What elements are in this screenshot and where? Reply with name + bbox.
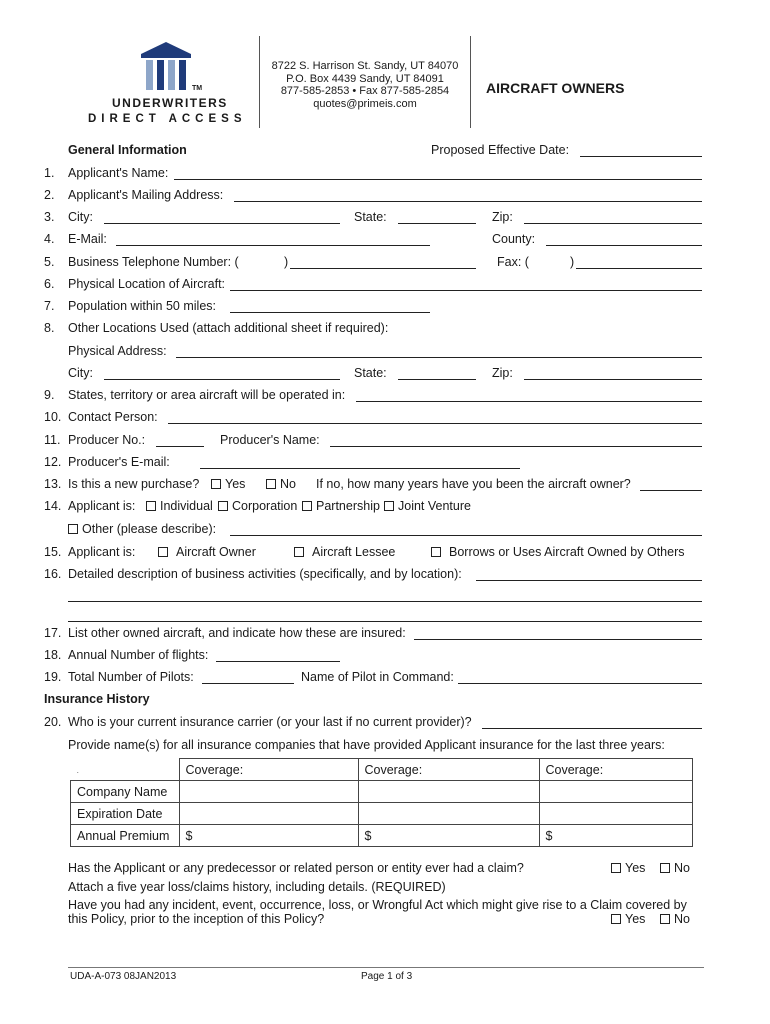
- checkbox-icon: [660, 863, 670, 873]
- zip-label: Zip:: [492, 210, 513, 224]
- fax-label: Fax: (: [497, 255, 529, 269]
- row-label-company: Company Name: [71, 781, 180, 803]
- effective-date-label: Proposed Effective Date:: [431, 143, 570, 157]
- q11-number: 11.: [44, 433, 61, 447]
- zip2-label: Zip:: [492, 366, 513, 380]
- coverage-header-1: Coverage:: [179, 759, 358, 781]
- q12-number: 12.: [44, 455, 62, 469]
- checkbox-icon: [211, 479, 221, 489]
- years-owner-label: If no, how many years have you been the aircraft owner?: [316, 477, 631, 491]
- table-row: [71, 825, 693, 847]
- county-label: County:: [492, 232, 536, 246]
- section-heading-general: General Information: [68, 143, 187, 157]
- company-name-cell-1[interactable]: [179, 781, 358, 803]
- checkbox-joint-venture[interactable]: Joint Venture: [384, 499, 471, 513]
- q9-number: 9.: [44, 388, 55, 402]
- q10-number: 10.: [44, 410, 62, 424]
- business-description-label: Detailed description of business activities (specifically, and by location):: [68, 567, 462, 581]
- header-divider-left: [259, 36, 260, 128]
- checkbox-individual[interactable]: Individual: [146, 499, 213, 513]
- insurance-history-table: [70, 758, 693, 847]
- q20-number: 20.: [44, 715, 62, 729]
- coverage-header-2: Coverage:: [358, 759, 539, 781]
- expiration-cell-1[interactable]: [179, 803, 358, 825]
- years-owner-field[interactable]: [640, 490, 702, 491]
- contact-person-field[interactable]: [168, 423, 702, 424]
- table-corner-cell: .: [76, 765, 80, 776]
- mailing-address-field[interactable]: [234, 201, 702, 202]
- checkbox-aircraft-lessee[interactable]: Aircraft Lessee: [294, 545, 395, 559]
- checkbox-icon: [660, 914, 670, 924]
- business-description-field-1[interactable]: [476, 580, 702, 581]
- company-email: quotes@primeis.com: [313, 97, 417, 110]
- incident-yes[interactable]: Yes: [611, 912, 645, 926]
- q4-number: 4.: [44, 232, 55, 246]
- other-aircraft-label: List other owned aircraft, and indicate how these are insured:: [68, 626, 406, 640]
- expiration-cell-3[interactable]: [539, 803, 692, 825]
- prior-insurers-instructions: Provide name(s) for all insurance companies that have provided Applicant insurance for the last three years:: [68, 738, 665, 752]
- q6-number: 6.: [44, 277, 55, 291]
- mailing-address-label: Applicant's Mailing Address:: [68, 188, 224, 202]
- address-line-1: 8722 S. Harrison St. Sandy, UT 84070: [271, 60, 459, 72]
- checkbox-icon: [266, 479, 276, 489]
- logo-tm: TM: [192, 85, 203, 92]
- state-label: State:: [354, 210, 387, 224]
- checkbox-icon: [294, 547, 304, 557]
- city2-field[interactable]: [104, 379, 340, 380]
- business-phone-close: ): [284, 255, 289, 269]
- company-address: [262, 60, 468, 110]
- other-locations-label: Other Locations Used (attach additional sheet if required):: [68, 321, 389, 335]
- row-label-expiration: Expiration Date: [71, 803, 180, 825]
- incident-question-line-2: this Policy, prior to the inception of this Policy?: [68, 912, 325, 926]
- building-logo-icon: [86, 40, 246, 100]
- checkbox-icon: [146, 501, 156, 511]
- annual-flights-label: Annual Number of flights:: [68, 648, 209, 662]
- q14-number: 14.: [44, 499, 62, 513]
- form-title: AIRCRAFT OWNERS: [486, 80, 625, 96]
- city-field[interactable]: [104, 223, 340, 224]
- population-label: Population within 50 miles:: [68, 299, 216, 313]
- city-label: City:: [68, 210, 93, 224]
- expiration-cell-2[interactable]: [358, 803, 539, 825]
- header-divider-right: [470, 36, 471, 128]
- q2-number: 2.: [44, 188, 55, 202]
- zip-field[interactable]: [524, 223, 702, 224]
- prior-claim-yes[interactable]: Yes: [611, 861, 645, 875]
- annual-flights-field[interactable]: [216, 661, 340, 662]
- incident-no[interactable]: No: [660, 912, 690, 926]
- address-line-2: P.O. Box 4439 Sandy, UT 84091: [286, 72, 444, 85]
- producer-email-label: Producer's E-mail:: [68, 455, 170, 469]
- other-aircraft-field[interactable]: [414, 639, 702, 640]
- q5-number: 5.: [44, 255, 55, 269]
- checkbox-icon: [384, 501, 394, 511]
- checkbox-icon: [611, 914, 621, 924]
- producer-email-field[interactable]: [200, 468, 520, 469]
- checkbox-corporation[interactable]: Corporation: [218, 499, 297, 513]
- footer-rule: [68, 967, 704, 968]
- row-label-premium: Annual Premium: [71, 825, 180, 847]
- premium-cell-3[interactable]: $: [539, 825, 692, 847]
- total-pilots-field[interactable]: [202, 683, 294, 684]
- q17-number: 17.: [44, 626, 62, 640]
- checkbox-other[interactable]: Other (please describe):: [68, 522, 216, 536]
- q15-number: 15.: [44, 545, 62, 559]
- page-number: Page 1 of 3: [361, 971, 413, 982]
- fax-close: ): [570, 255, 575, 269]
- total-pilots-label: Total Number of Pilots:: [68, 670, 194, 684]
- q8-number: 8.: [44, 321, 55, 335]
- email-label: E-Mail:: [68, 232, 107, 246]
- checkbox-icon: [431, 547, 441, 557]
- table-row: [71, 781, 693, 803]
- operating-states-field[interactable]: [356, 401, 702, 402]
- operating-states-label: States, territory or area aircraft will be operated in:: [68, 388, 346, 402]
- incident-question-line-1: Have you had any incident, event, occurrence, loss, or Wrongful Act which might give rise to a Claim covered by: [68, 898, 687, 912]
- applicant-name-label: Applicant's Name:: [68, 166, 169, 180]
- producer-no-field[interactable]: [156, 446, 204, 447]
- current-carrier-field[interactable]: [482, 728, 702, 729]
- checkbox-partnership[interactable]: Partnership: [302, 499, 380, 513]
- producer-name-label: Producer's Name:: [220, 433, 320, 447]
- applicant-role-label: Applicant is:: [68, 545, 136, 559]
- business-description-field-3[interactable]: [68, 621, 702, 622]
- loss-history-note: Attach a five year loss/claims history, including details. (REQUIRED): [68, 880, 446, 894]
- new-purchase-yes[interactable]: Yes: [211, 477, 245, 491]
- checkbox-icon: [218, 501, 228, 511]
- checkbox-borrows[interactable]: Borrows or Uses Aircraft Owned by Others: [431, 545, 685, 559]
- population-field[interactable]: [230, 312, 430, 313]
- checkbox-aircraft-owner[interactable]: Aircraft Owner: [158, 545, 256, 559]
- checkbox-icon: [611, 863, 621, 873]
- premium-cell-1[interactable]: $: [179, 825, 358, 847]
- state2-field[interactable]: [398, 379, 476, 380]
- checkbox-icon: [302, 501, 312, 511]
- physical-address-field[interactable]: [176, 357, 702, 358]
- logo-direct-access: DIRECT ACCESS: [88, 113, 247, 125]
- business-description-field-2[interactable]: [68, 601, 702, 602]
- state2-label: State:: [354, 366, 387, 380]
- applicant-type-label: Applicant is:: [68, 499, 136, 513]
- premium-cell-2[interactable]: $: [358, 825, 539, 847]
- logo-underwriters: UNDERWRITERS: [112, 96, 228, 110]
- prior-claim-no[interactable]: No: [660, 861, 690, 875]
- coverage-header-3: Coverage:: [539, 759, 692, 781]
- pilot-in-command-field[interactable]: [458, 683, 702, 684]
- q18-number: 18.: [44, 648, 62, 662]
- city2-label: City:: [68, 366, 93, 380]
- checkbox-icon: [158, 547, 168, 557]
- q19-number: 19.: [44, 670, 62, 684]
- checkbox-icon: [68, 524, 78, 534]
- current-carrier-label: Who is your current insurance carrier (or your last if no current provider)?: [68, 715, 472, 729]
- contact-person-label: Contact Person:: [68, 410, 158, 424]
- aircraft-location-field[interactable]: [230, 290, 702, 291]
- aircraft-location-label: Physical Location of Aircraft:: [68, 277, 226, 291]
- logo: [86, 40, 246, 132]
- business-phone-field[interactable]: [290, 268, 476, 269]
- physical-address-label: Physical Address:: [68, 344, 167, 358]
- q7-number: 7.: [44, 299, 55, 313]
- producer-name-field[interactable]: [330, 446, 702, 447]
- producer-no-label: Producer No.:: [68, 433, 146, 447]
- pilot-in-command-label: Name of Pilot in Command:: [301, 670, 454, 684]
- applicant-name-field[interactable]: [174, 179, 702, 180]
- county-field[interactable]: [546, 245, 702, 246]
- email-field[interactable]: [116, 245, 430, 246]
- effective-date-field[interactable]: [580, 156, 702, 157]
- q16-number: 16.: [44, 567, 62, 581]
- zip2-field[interactable]: [524, 379, 702, 380]
- table-header-row: [71, 759, 693, 781]
- form-id: UDA-A-073 08JAN2013: [70, 971, 177, 982]
- q1-number: 1.: [44, 166, 55, 180]
- table-row: [71, 803, 693, 825]
- state-field[interactable]: [398, 223, 476, 224]
- new-purchase-label: Is this a new purchase?: [68, 477, 200, 491]
- prior-claim-question: Has the Applicant or any predecessor or related person or entity ever had a claim?: [68, 861, 524, 875]
- other-describe-field[interactable]: [230, 535, 702, 536]
- fax-field[interactable]: [576, 268, 702, 269]
- company-name-cell-3[interactable]: [539, 781, 692, 803]
- section-heading-insurance: Insurance History: [44, 692, 150, 706]
- q3-number: 3.: [44, 210, 55, 224]
- new-purchase-no[interactable]: No: [266, 477, 296, 491]
- company-name-cell-2[interactable]: [358, 781, 539, 803]
- q13-number: 13.: [44, 477, 62, 491]
- phone-fax: 877-585-2853 • Fax 877-585-2854: [280, 85, 450, 97]
- business-phone-label: Business Telephone Number: (: [68, 255, 239, 269]
